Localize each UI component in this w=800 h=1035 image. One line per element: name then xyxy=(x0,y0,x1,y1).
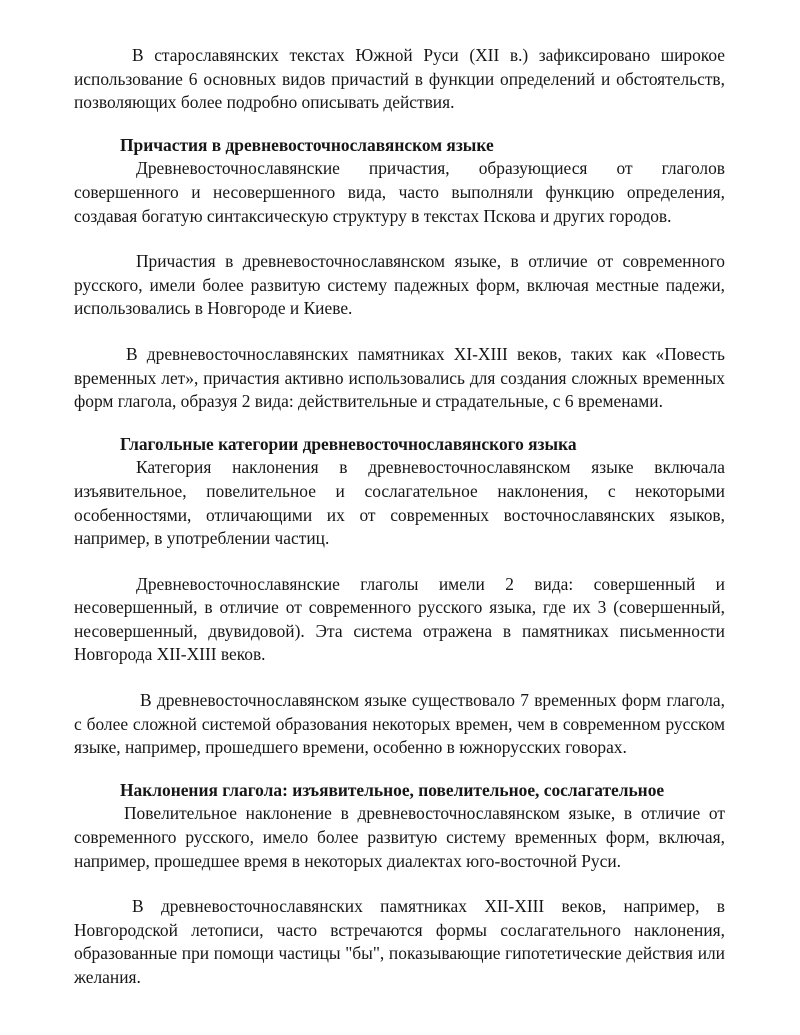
paragraph-4: В древневосточнославянских памятниках XI-XIII веков, таких как «Повесть временных лет», причастия активно использовались для создания сложных временных форм глагола, образуя 2 вида: действительные и страдательные, с 6 временами. xyxy=(74,343,725,412)
paragraph-2: Древневосточнославянские причастия, образующиеся от глаголов совершенного и несовершенного вида, часто выполняли функцию определения, создавая богатую синтаксическую структуру в текстах Пскова и других городов. xyxy=(74,158,725,226)
paragraph-7: В древневосточнославянском языке существовало 7 временных форм глагола, с более сложной системой образования некоторых времен, чем в современном русском языке, например, прошедшего времени, особенно в южнорусских говорах. xyxy=(74,690,725,758)
section-heading-participles: Причастия в древневосточнославянском языке xyxy=(120,134,494,155)
paragraph-6: Древневосточнославянские глаголы имели 2 вида: совершенный и несовершенный, в отличие от современного русского языка, где их 3 (совершенный, несовершенный, двувидовой). Эта система отражена в памятниках письменности Новгорода XII-XIII веков. xyxy=(74,573,725,665)
paragraph-8: Повелительное наклонение в древневосточнославянском языке, в отличие от современного русского, имело более развитую систему временных форм, включая, например, прошедшее время в некоторых диалектах юго-восточной Руси. xyxy=(74,803,725,871)
document-page xyxy=(74,44,725,990)
section-heading-verb-categories: Глагольные категории древневосточнославянского языка xyxy=(120,433,577,454)
paragraph-3: Причастия в древневосточнославянском языке, в отличие от современного русского, имели более развитую систему падежных форм, включая местные падежи, использовались в Новгороде и Киеве. xyxy=(74,251,725,319)
paragraph-5: Категория наклонения в древневосточнославянском языке включала изъявительное, повелительное и сослагательное наклонения, с некоторыми особенностями, отличающими их от современных восточнославянских языков, например, в употреблении частиц. xyxy=(74,457,725,549)
paragraph-1: В старославянских текстах Южной Руси (XII в.) зафиксировано широкое использование 6 основных видов причастий в функции определений и обстоятельств, позволяющих более подробно описывать действия. xyxy=(74,45,725,113)
paragraph-9: В древневосточнославянских памятниках XII-XIII веков, например, в Новгородской летописи, часто встречаются формы сослагательного наклонения, образованные при помощи частицы "бы", показывающие гипотетические действия или желания. xyxy=(74,896,725,987)
section-heading-moods: Наклонения глагола: изъявительное, повелительное, сослагательное xyxy=(120,779,665,800)
